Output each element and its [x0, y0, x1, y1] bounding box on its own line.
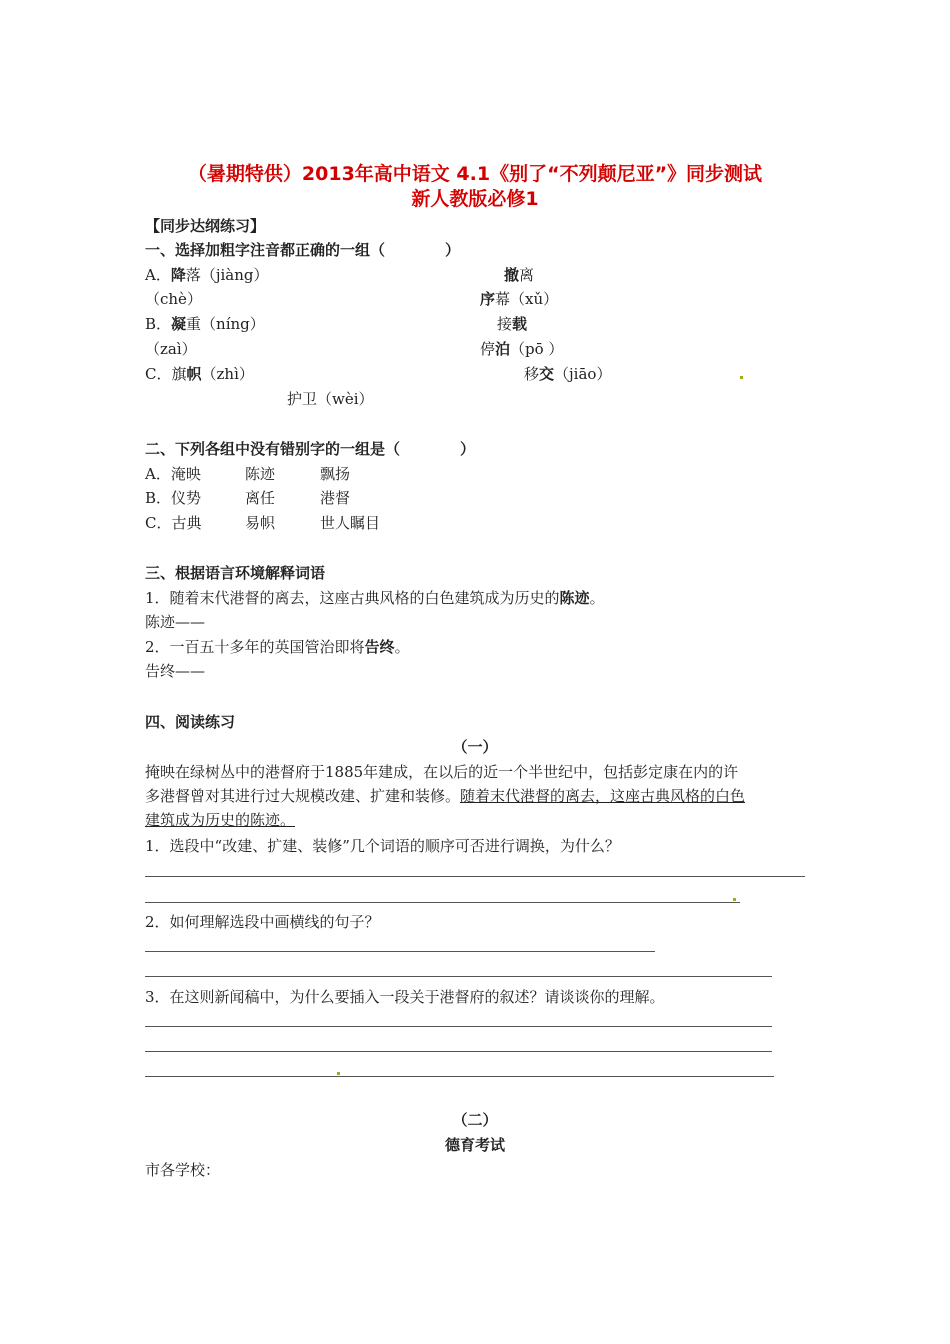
q1-option-b: [145, 314, 265, 334]
q1-a-bold2: 撤: [504, 266, 520, 284]
doc-title-line1: （暑期特供）2013年高中语文 4.1《别了“不列颠尼亚”》同步测试: [187, 163, 763, 185]
q1-a-rest1: 落（jiàng）: [185, 266, 269, 284]
q2-a-word1: 淹映: [170, 465, 201, 483]
q1-option-a-2: [504, 265, 534, 285]
q2-b-label: B．: [145, 489, 172, 507]
q2-c-word1: 古典: [171, 514, 202, 532]
passage-underlined-1: 随着末代港督的离去，这座古典风格的白色: [460, 787, 746, 805]
q2-a-word2: 陈迹: [245, 465, 276, 483]
q2-heading: 二、下列各组中没有错别字的一组是（ ）: [145, 440, 476, 458]
q4-question1: 1．选段中“改建、扩建、装修”几个词语的顺序可否进行调换，为什么？: [145, 837, 620, 855]
answer-line[interactable]: [145, 951, 655, 952]
q2-b-word3: 港督: [320, 489, 351, 507]
answer-line[interactable]: [145, 1051, 772, 1052]
answer-line[interactable]: [145, 1026, 772, 1027]
answer-line[interactable]: [145, 1076, 774, 1077]
q3-heading: 三、根据语言环境解释词语: [145, 564, 326, 582]
q2-row-a: [145, 464, 201, 484]
q2-c-word3: 世人瞩目: [320, 514, 381, 532]
q4-part2-subtitle: 德育考试: [444, 1136, 505, 1154]
q2-row-c: [145, 513, 202, 533]
q4-question3: 3．在这则新闻稿中，为什么要插入一段关于港督府的叙述？请谈谈你的理解。: [145, 988, 665, 1006]
q3-item2-text: 2．一百五十多年的英国管治即将: [145, 638, 365, 656]
q1-c-bold2: 交: [539, 365, 555, 383]
passage-line2-plain: 多港督曾对其进行过大规模改建、扩建和装修。: [145, 787, 461, 805]
q1-heading: 一、选择加粗字注音都正确的一组（ ）: [145, 241, 461, 259]
stray-dot: [337, 1072, 340, 1075]
q3-item2: [145, 637, 410, 657]
q4-part2-opening: 市各学校：: [145, 1161, 221, 1179]
q1-a-rest2: 离: [519, 266, 535, 284]
q2-b-word2: 离任: [245, 489, 276, 507]
q1-c-label: C．: [145, 365, 172, 383]
q2-a-label: A．: [145, 465, 171, 483]
q1-option-b-3: （zaì）: [145, 340, 197, 358]
q1-b-tail4: （pō ）: [510, 340, 564, 358]
q1-option-a-3: （chè）: [145, 290, 202, 308]
q4-question2: 2．如何理解选段中画横线的句子？: [145, 913, 380, 931]
q1-b-rest4: 停: [480, 340, 496, 358]
q1-c-tail2: （jiāo）: [554, 365, 612, 383]
q3-item1-text: 1．随着末代港督的离去，这座古典风格的白色建筑成为历史的: [145, 589, 560, 607]
q3-item2-answer: 告终——: [145, 662, 206, 680]
q1-b-bold4: 泊: [495, 340, 511, 358]
q1-option-a: [145, 265, 269, 285]
q1-b-rest1: 重（níng）: [186, 315, 265, 333]
q1-a-bold1: 降: [170, 266, 186, 284]
q4-part2-title: （二）: [452, 1111, 498, 1129]
q3-item1: [145, 588, 605, 608]
q1-option-b-2: [497, 314, 527, 334]
stray-dot: [733, 898, 736, 901]
q1-option-b-4: [480, 339, 563, 359]
q3-item2-end: 。: [394, 638, 410, 656]
stray-dot: [740, 376, 743, 379]
q1-option-c-3: 护卫（wèi）: [287, 390, 374, 408]
q1-option-c-2: [524, 364, 611, 384]
q2-a-word3: 飘扬: [320, 465, 351, 483]
answer-line[interactable]: [145, 876, 805, 877]
q1-option-a-4: [480, 289, 558, 309]
doc-title-line2: 新人教版必修1: [411, 188, 539, 210]
q1-a-label: A．: [145, 266, 171, 284]
passage-underlined-2: 建筑成为历史的陈迹。: [145, 811, 296, 829]
q2-row-b: [145, 488, 201, 508]
section-header: 【同步达纲练习】: [145, 217, 266, 235]
q1-b-bold2: 载: [512, 315, 528, 333]
q1-c-tail1: （zhì）: [201, 365, 254, 383]
q1-c-bold1: 帜: [186, 365, 202, 383]
q4-part1-title: （一）: [452, 738, 498, 756]
q1-b-label: B．: [145, 315, 172, 333]
q3-item1-end: 。: [589, 589, 605, 607]
answer-line[interactable]: [145, 976, 772, 977]
q3-item1-answer: 陈迹——: [145, 613, 206, 631]
q1-c-rest2: 移: [524, 365, 540, 383]
q1-a-rest4: 幕（xǔ）: [495, 290, 559, 308]
q1-b-rest2: 接: [497, 315, 513, 333]
q1-a-bold4: 序: [480, 290, 496, 308]
q1-option-c: [145, 364, 254, 384]
q1-c-rest1: 旗: [171, 365, 187, 383]
q2-c-label: C．: [145, 514, 172, 532]
q1-b-bold1: 凝: [171, 315, 187, 333]
q3-item2-bold: 告终: [364, 638, 395, 656]
q2-b-word1: 仪势: [171, 489, 202, 507]
answer-line[interactable]: [145, 902, 740, 903]
passage-line1: 掩映在绿树丛中的港督府于1885年建成，在以后的近一个半世纪中，包括彭定康在内的许: [145, 763, 739, 781]
q4-heading: 四、阅读练习: [145, 713, 236, 731]
q3-item1-bold: 陈迹: [559, 589, 590, 607]
passage-line2: [145, 786, 745, 806]
q2-c-word2: 易帜: [245, 514, 276, 532]
